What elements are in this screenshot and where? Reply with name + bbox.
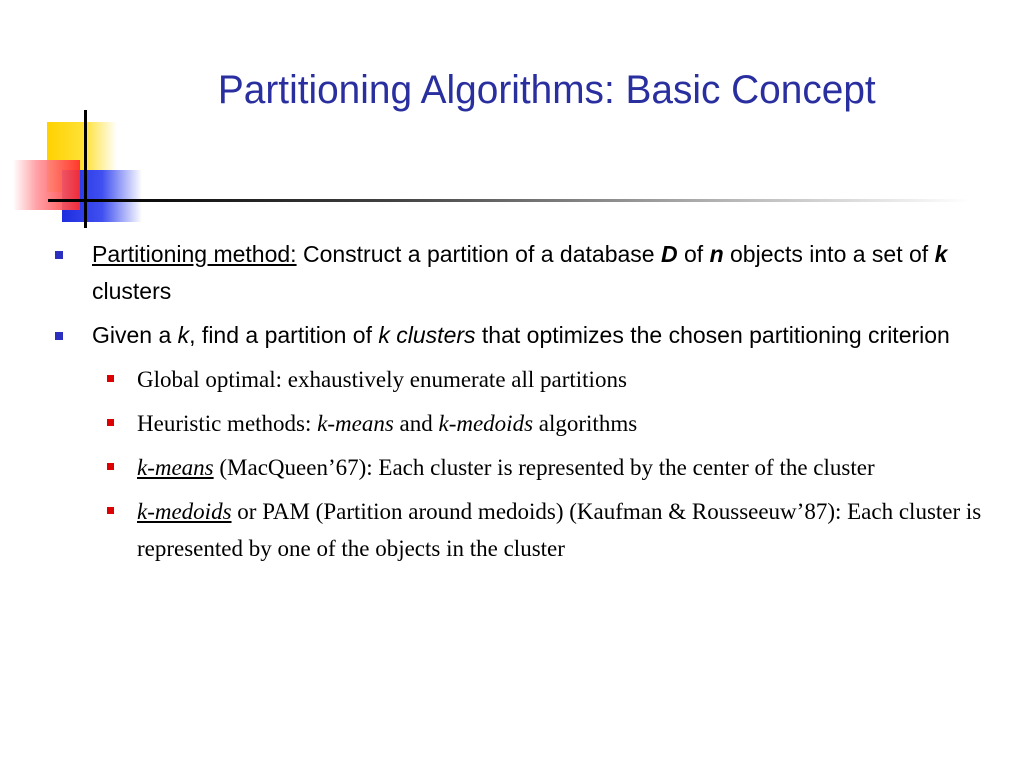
slide-title: Partitioning Algorithms: Basic Concept bbox=[217, 68, 876, 112]
red-square bbox=[13, 160, 80, 210]
text-segment: Global optimal: exhaustively enumerate all partitions bbox=[137, 367, 627, 392]
term-kmedoids: k-medoids bbox=[438, 411, 534, 436]
text-segment: clusters bbox=[92, 278, 172, 304]
vertical-line bbox=[84, 110, 87, 228]
square-bullet-icon bbox=[107, 507, 114, 514]
text-segment: algorithms bbox=[533, 411, 638, 436]
text-segment: Given a bbox=[92, 322, 178, 348]
sub-bullet-item bbox=[137, 361, 982, 398]
var-d: D bbox=[660, 241, 678, 267]
square-bullet-icon bbox=[55, 332, 63, 340]
title-divider bbox=[90, 199, 970, 202]
text-segment: , find a partition of bbox=[189, 322, 379, 348]
decorative-logo bbox=[0, 0, 160, 240]
text-segment: (MacQueen’67): Each cluster is represented by the center of the cluster bbox=[213, 455, 875, 480]
term-kmeans: k-means bbox=[317, 411, 394, 436]
text-segment: Construct a partition of a database bbox=[296, 241, 661, 267]
square-bullet-icon bbox=[107, 375, 114, 382]
text-segment: and bbox=[393, 411, 439, 436]
term-kmeans: k-means bbox=[137, 455, 214, 480]
square-bullet-icon bbox=[55, 251, 63, 259]
var-k-clusters: k clusters bbox=[378, 322, 476, 348]
text-segment: objects into a set of bbox=[723, 241, 935, 267]
square-bullet-icon bbox=[107, 419, 114, 426]
sub-bullet-item bbox=[137, 493, 982, 567]
var-k: k bbox=[934, 241, 948, 267]
text-segment: or PAM (Partition around medoids) (Kaufman & Rousseeuw’87): Each cluster is represented by one of the objects in the cluster bbox=[137, 499, 982, 561]
sub-bullet-item bbox=[137, 405, 982, 442]
term-kmedoids: k-medoids bbox=[137, 499, 232, 524]
var-k: k bbox=[177, 322, 190, 348]
text-segment: Heuristic methods: bbox=[137, 411, 318, 436]
text-segment: that optimizes the chosen partitioning criterion bbox=[475, 322, 950, 348]
var-n: n bbox=[709, 241, 724, 267]
text-segment: of bbox=[677, 241, 710, 267]
bullet-item bbox=[92, 236, 982, 310]
term-text: Partitioning method: bbox=[92, 241, 297, 267]
bullet-item bbox=[92, 317, 982, 354]
slide-body bbox=[0, 236, 1024, 574]
sub-bullet-item bbox=[137, 449, 982, 486]
square-bullet-icon bbox=[107, 463, 114, 470]
